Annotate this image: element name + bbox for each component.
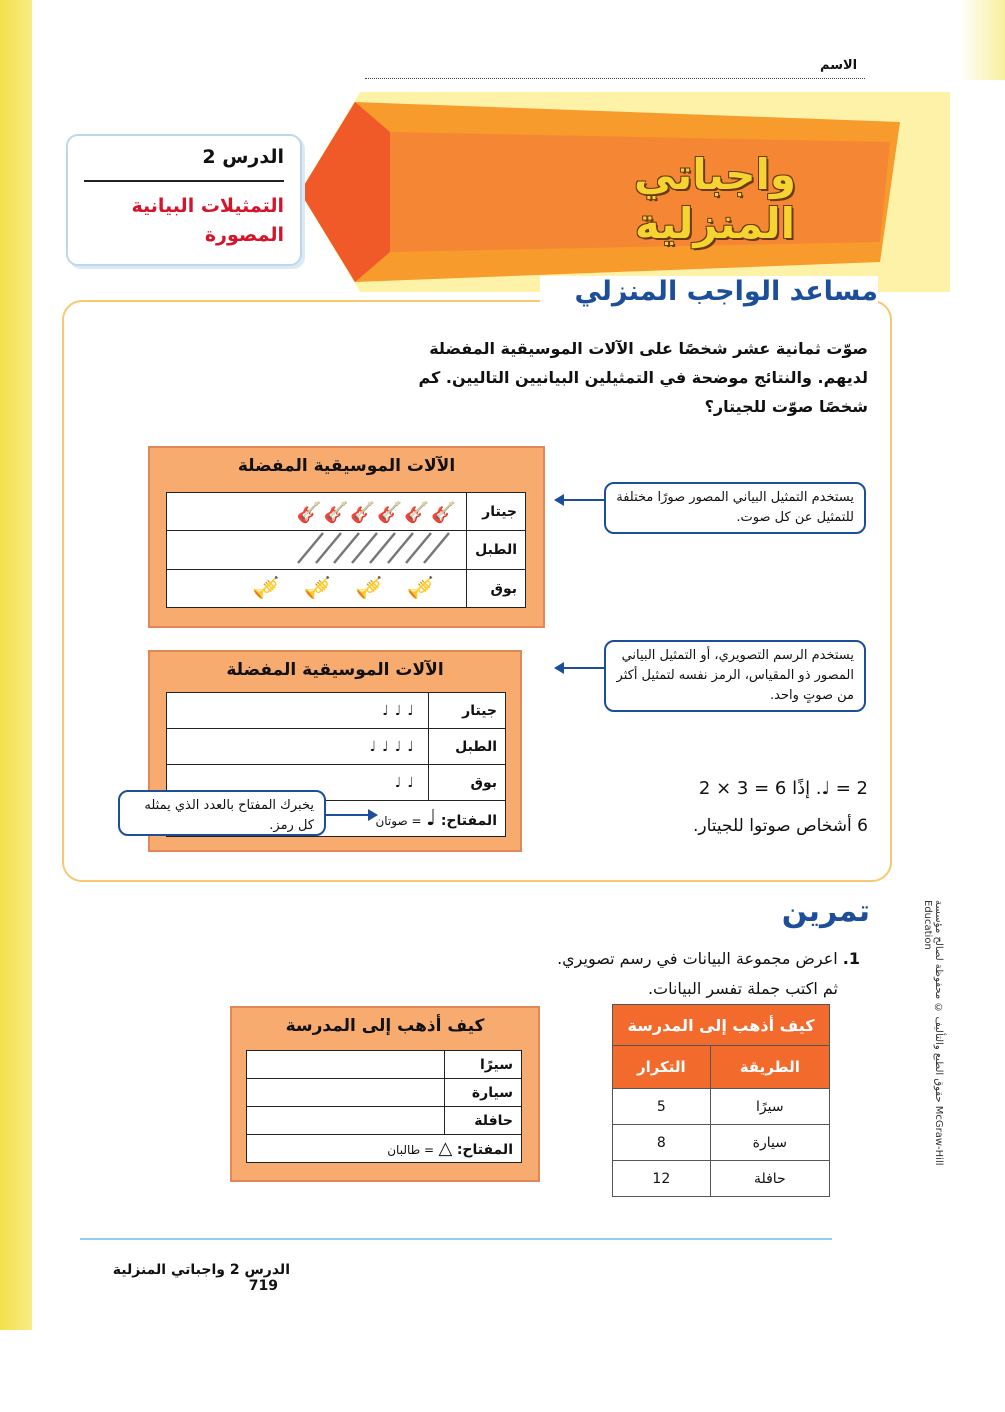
empty-pictograph-table	[246, 1050, 522, 1163]
problem-text: صوّت ثمانية عشر شخصًا على الآلات الموسيقية المفضلة لديهم. والنتائج موضحة في التمثيلين البيانيين التاليين. كم شخصًا صوّت للجيتار؟	[418, 339, 868, 416]
table-row	[247, 1051, 522, 1079]
table-row	[613, 1125, 830, 1161]
callout-picture-graph: يستخدم التمثيل البياني المصور صورًا مختلفة للتمثيل عن كل صوت.	[604, 482, 866, 534]
pictograph-1-table	[166, 492, 526, 608]
footer-text: الدرس 2 واجباتي المنزلية	[112, 1262, 290, 1278]
count-cell: 12	[613, 1161, 711, 1197]
row-label: بوق	[429, 765, 506, 801]
note-icons: ♩♩♩♩	[167, 729, 429, 765]
triangle-icon: △	[438, 1138, 453, 1159]
name-label: الاسم	[820, 58, 858, 73]
footer-rule	[80, 1238, 832, 1240]
practice-title: تمرين	[781, 894, 870, 929]
row-label: بوق	[467, 570, 526, 608]
row-label: الطبل	[429, 729, 506, 765]
solution-equation: 2 = ♩. إذًا 6 = 3 × 2	[698, 778, 868, 799]
lesson-number: الدرس 2	[202, 146, 284, 168]
footer	[80, 1262, 290, 1294]
empty-pictograph	[230, 1006, 540, 1182]
arrow-line	[562, 499, 604, 501]
practice-line-1	[480, 944, 860, 974]
pictograph-2-title: الآلات الموسيقية المفضلة	[226, 660, 444, 680]
row-label: جيتار	[429, 693, 506, 729]
method-cell: حافلة	[710, 1161, 829, 1197]
key-value: = طالبان	[387, 1143, 435, 1157]
arrow-line	[326, 814, 370, 816]
copyright-notice: حقوق الطبع والتأليف © محفوظة لصالح مؤسسة McGraw-Hill Education	[922, 900, 944, 1166]
arrow-line	[562, 667, 604, 669]
table-title: كيف أذهب إلى المدرسة	[613, 1005, 830, 1046]
count-cell: 8	[613, 1125, 711, 1161]
note-icons: ♩♩	[167, 765, 429, 801]
answer-cell[interactable]	[247, 1107, 445, 1135]
answer-cell[interactable]	[247, 1051, 445, 1079]
table-row	[247, 1107, 522, 1135]
table-row	[613, 1089, 830, 1125]
column-header: الطريقة	[710, 1046, 829, 1089]
row-label: سيارة	[445, 1079, 522, 1107]
drumstick-icons	[167, 531, 467, 570]
table-row	[167, 531, 526, 570]
banner-title: واجباتي المنزلية	[634, 150, 796, 248]
key-label: المفتاح:	[440, 813, 497, 829]
row-label: الطبل	[467, 531, 526, 570]
helper-title: مساعد الواجب المنزلي	[540, 276, 878, 307]
lesson-title: التمثيلات البيانية المصورة	[131, 195, 284, 246]
note-icon: ♩	[425, 806, 437, 831]
count-cell: 5	[613, 1089, 711, 1125]
drumstick-icon	[188, 531, 458, 565]
pictograph-1-title: الآلات الموسيقية المفضلة	[237, 456, 456, 476]
method-cell: سيرًا	[710, 1089, 829, 1125]
graph-key	[247, 1135, 522, 1163]
table-row	[613, 1161, 830, 1197]
table-row	[167, 493, 526, 531]
column-header: التكرار	[613, 1046, 711, 1089]
table-row	[247, 1079, 522, 1107]
table-row	[167, 729, 506, 765]
lesson-card	[66, 134, 302, 266]
row-label: جيتار	[467, 493, 526, 531]
page-edge-band	[0, 0, 32, 1330]
key-value: = صوتان	[375, 814, 422, 828]
table-row	[167, 570, 526, 608]
practice-instructions	[480, 944, 860, 1004]
note-icons: ♩♩♩	[167, 693, 429, 729]
callout-key: يخبرك المفتاح بالعدد الذي يمثله كل رمز.	[118, 790, 326, 836]
name-field-line[interactable]	[365, 78, 865, 79]
page-number: 719	[248, 1278, 278, 1294]
table-title-row	[613, 1005, 830, 1046]
lesson-divider	[84, 180, 284, 182]
trumpet-icons: 🎺🎺🎺🎺	[167, 570, 467, 608]
table-row	[167, 693, 506, 729]
guitar-icons: 🎸🎸🎸🎸🎸🎸	[167, 493, 467, 531]
frequency-table	[612, 1004, 830, 1197]
key-label: المفتاح:	[456, 1142, 513, 1158]
instruction-1: اعرض مجموعة البيانات في رسم تصويري.	[557, 949, 838, 968]
row-label: سيرًا	[445, 1051, 522, 1079]
instruction-2: ثم اكتب جملة تفسر البيانات.	[647, 979, 838, 998]
row-label: حافلة	[445, 1107, 522, 1135]
solution-answer: 6 أشخاص صوتوا للجيتار.	[692, 816, 868, 836]
callout-scaled-graph: يستخدم الرسم التصويري، أو التمثيل البياني المصور ذو المقياس، الرمز نفسه لتمثيل أكثر من صوتٍ واحد.	[604, 640, 866, 712]
table-header-row	[613, 1046, 830, 1089]
key-row	[247, 1135, 522, 1163]
pictograph-1	[148, 446, 545, 628]
page-corner-band	[960, 0, 1005, 80]
banner-arrow-head	[300, 102, 390, 282]
answer-cell[interactable]	[247, 1079, 445, 1107]
item-number: 1.	[842, 949, 860, 968]
empty-pictograph-title: كيف أذهب إلى المدرسة	[285, 1016, 485, 1036]
arrow-icon	[368, 809, 378, 821]
method-cell: سيارة	[710, 1125, 829, 1161]
